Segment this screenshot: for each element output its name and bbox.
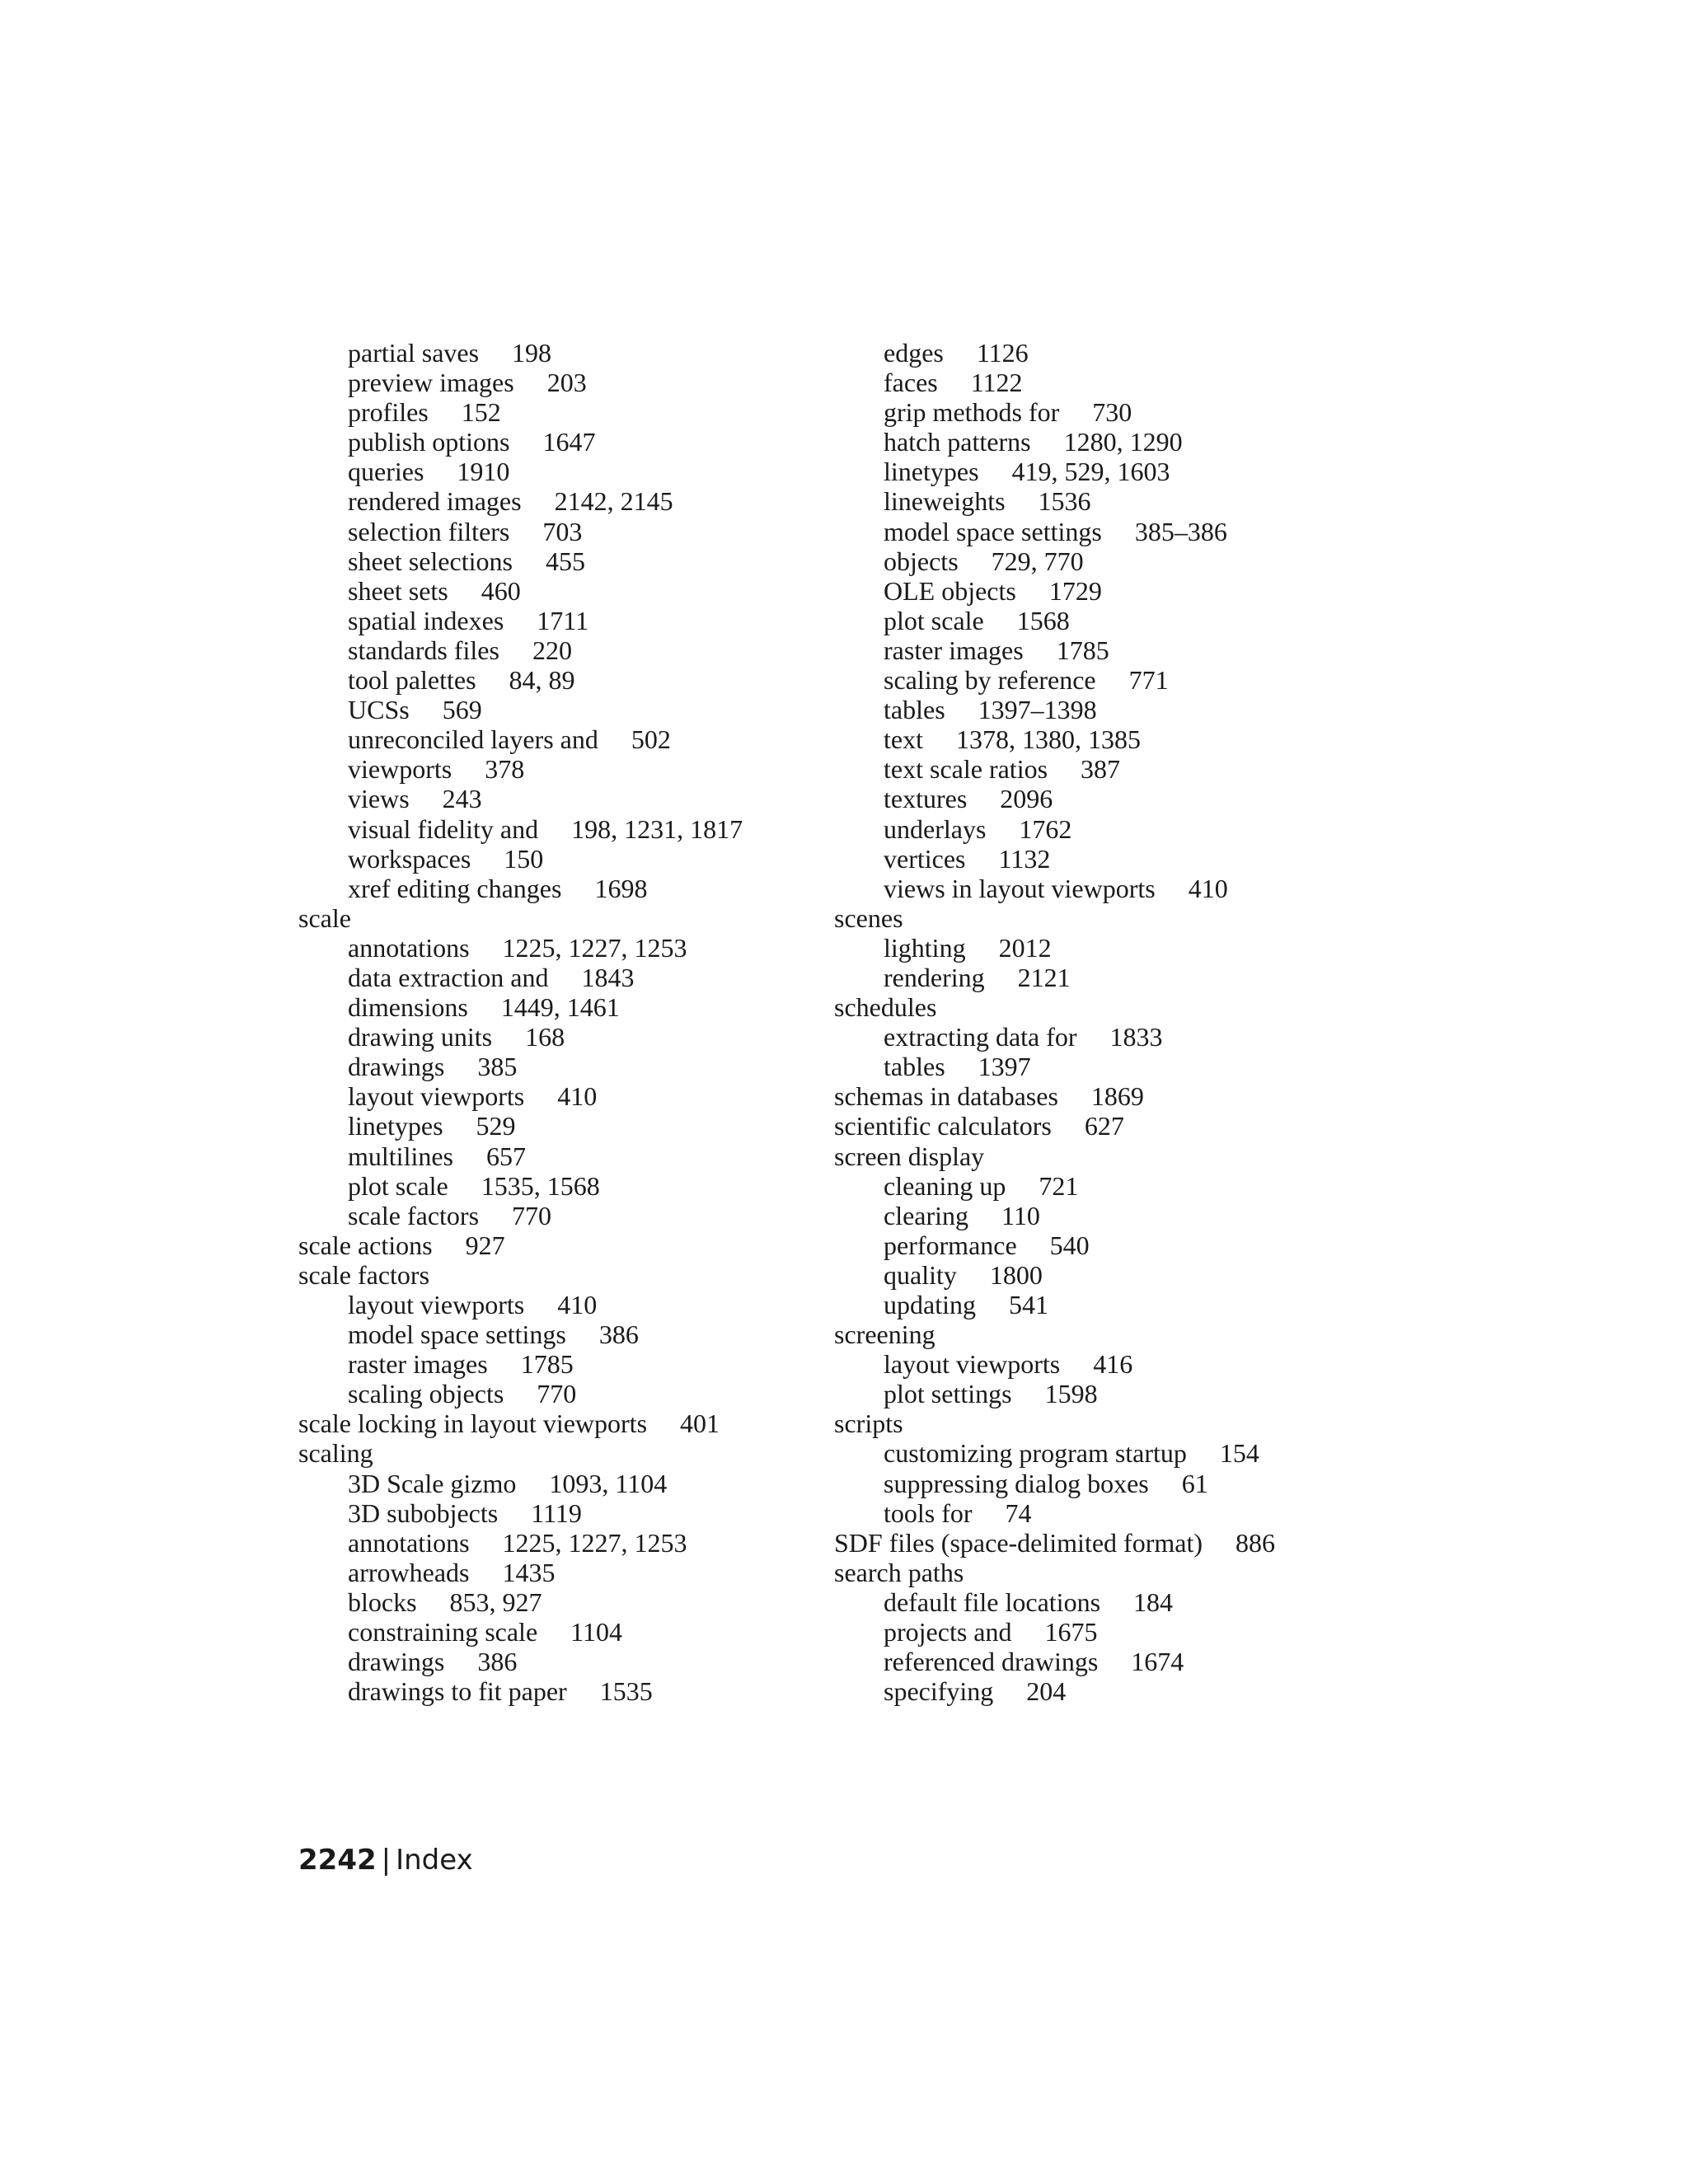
index-term: suppressing dialog boxes (884, 1468, 1149, 1498)
index-term: layout viewports (348, 1081, 525, 1112)
index-subentry (298, 1617, 826, 1647)
index-term: tools for (884, 1497, 973, 1528)
index-page-refs: 198 (512, 338, 552, 368)
index-subentry (834, 665, 1395, 695)
index-page-refs: 730 (1092, 397, 1132, 428)
index-subentry (298, 1052, 826, 1081)
index-subentry (834, 1498, 1395, 1528)
index-page-refs: 1785 (1056, 635, 1109, 665)
index-term: scaling objects (348, 1379, 504, 1409)
index-page-refs: 1122 (970, 368, 1023, 398)
index-page-refs: 220 (532, 635, 572, 665)
index-page-refs: 1280, 1290 (1063, 427, 1183, 457)
index-page-refs: 1910 (457, 457, 510, 487)
index-subentry (298, 1141, 826, 1171)
index-subentry (298, 606, 826, 635)
index-term: scripts (834, 1408, 903, 1439)
index-term: scaling by reference (884, 665, 1096, 696)
index-subentry (834, 546, 1395, 576)
index-term: referenced drawings (884, 1647, 1099, 1677)
index-term: textures (884, 784, 968, 814)
index-subentry (298, 1022, 826, 1052)
index-subentry (298, 1587, 826, 1617)
index-column-left (298, 338, 826, 1706)
index-entry (834, 1081, 1395, 1111)
index-subentry (298, 368, 826, 397)
index-page-refs: 771 (1128, 665, 1169, 696)
index-subentry (834, 1052, 1395, 1081)
index-term: data extraction and (348, 962, 549, 992)
index-term: tables (884, 1052, 945, 1082)
index-term: sheet sets (348, 575, 448, 606)
index-subentry (298, 1676, 826, 1706)
index-page-refs: 410 (557, 1081, 598, 1112)
index-subentry (298, 576, 826, 606)
index-page-refs: 150 (504, 843, 544, 874)
index-entry (834, 1141, 1395, 1171)
index-page-refs: 61 (1181, 1468, 1208, 1498)
index-page-refs: 770 (537, 1379, 577, 1409)
index-term: text scale ratios (884, 754, 1048, 785)
index-term: model space settings (884, 516, 1102, 546)
index-subentry (298, 427, 826, 457)
index-term: drawings (348, 1052, 445, 1082)
index-page-refs: 385–386 (1134, 516, 1227, 546)
index-term: queries (348, 457, 424, 487)
index-term: default file locations (884, 1586, 1101, 1617)
index-term: rendered images (348, 486, 522, 517)
index-term: views (348, 784, 410, 814)
index-subentry (298, 1081, 826, 1111)
index-subentry (834, 814, 1395, 844)
index-term: spatial indexes (348, 605, 504, 635)
index-term: plot scale (348, 1170, 448, 1201)
index-subentry (834, 427, 1395, 457)
index-page-refs: 1869 (1090, 1081, 1144, 1112)
index-page-refs: 1449, 1461 (500, 992, 620, 1023)
index-entry (298, 1438, 826, 1468)
index-page-refs: 529 (476, 1111, 516, 1141)
index-subentry (834, 695, 1395, 724)
index-page-refs: 1785 (520, 1349, 574, 1380)
index-term: scientific calculators (834, 1111, 1052, 1141)
index-page-refs: 410 (557, 1290, 598, 1319)
index-term: viewports (348, 754, 452, 785)
index-column-right (834, 338, 1395, 1706)
index-subentry (298, 1558, 826, 1587)
index-subentry (834, 1379, 1395, 1408)
index-entry (834, 1528, 1395, 1558)
footer-separator: | (381, 1844, 392, 1877)
index-subentry (298, 695, 826, 724)
page-number: 2242 (298, 1844, 377, 1877)
index-subentry (298, 665, 826, 695)
index-entry (298, 1260, 826, 1290)
index-page-refs: 1674 (1131, 1647, 1184, 1677)
index-subentry (834, 606, 1395, 635)
index-page-refs: 154 (1219, 1438, 1259, 1469)
index-subentry (834, 933, 1395, 963)
index-page-refs: 203 (546, 368, 587, 398)
index-page-refs: 198, 1231, 1817 (571, 813, 743, 844)
index-subentry (834, 517, 1395, 546)
index-page-refs: 502 (631, 724, 671, 755)
index-page-refs: 1536 (1038, 486, 1091, 517)
index-term: selection filters (348, 516, 510, 546)
index-page-refs: 627 (1084, 1111, 1124, 1141)
index-term: linetypes (348, 1111, 443, 1141)
index-page-refs: 243 (442, 784, 482, 814)
index-term: updating (884, 1290, 976, 1319)
index-term: preview images (348, 368, 514, 398)
index-term: vertices (884, 843, 966, 874)
index-term: scaling (298, 1438, 373, 1469)
index-page-refs: 1225, 1227, 1253 (502, 1527, 687, 1558)
index-term: scale locking in layout viewports (298, 1408, 648, 1439)
index-page-refs: 386 (477, 1647, 518, 1677)
index-subentry (298, 874, 826, 903)
index-term: UCSs (348, 695, 410, 725)
index-subentry (834, 368, 1395, 397)
index-subentry (834, 874, 1395, 903)
index-page-refs: 1104 (570, 1617, 622, 1647)
index-page-refs: 168 (525, 1022, 565, 1052)
index-subentry (834, 1469, 1395, 1498)
index-term: annotations (348, 1527, 470, 1558)
index-term: dimensions (348, 992, 468, 1023)
index-page-refs: 1397–1398 (978, 695, 1097, 725)
index-page-refs: 1397 (978, 1052, 1031, 1082)
index-subentry (834, 635, 1395, 665)
index-page-refs: 1225, 1227, 1253 (502, 932, 687, 963)
index-subentry (298, 486, 826, 516)
index-subentry (298, 635, 826, 665)
index-page-refs: 886 (1235, 1527, 1275, 1558)
index-term: xref editing changes (348, 873, 562, 903)
index-subentry (298, 517, 826, 546)
index-entry (298, 903, 826, 933)
index-page-refs: 1126 (976, 338, 1029, 368)
index-term: raster images (348, 1349, 488, 1380)
index-term: partial saves (348, 338, 480, 368)
index-page-refs: 1729 (1048, 575, 1102, 606)
index-term: sheet selections (348, 546, 513, 576)
index-term: rendering (884, 962, 985, 992)
index-page-refs: 2096 (1000, 784, 1053, 814)
index-term: raster images (884, 635, 1024, 665)
index-page-refs: 2142, 2145 (554, 486, 673, 517)
index-subentry (834, 1647, 1395, 1676)
index-subentry (834, 963, 1395, 992)
index-page-refs: 460 (481, 575, 521, 606)
index-term: plot scale (884, 605, 984, 635)
index-page-refs: 1647 (542, 427, 596, 457)
index-page-refs: 2121 (1017, 962, 1071, 992)
index-subentry (298, 1171, 826, 1201)
index-term: views in layout viewports (884, 873, 1156, 903)
index-term: scenes (834, 902, 903, 933)
index-term: projects and (884, 1617, 1012, 1647)
index-subentry (298, 1379, 826, 1408)
index-page-refs: 770 (512, 1200, 552, 1230)
index-term: quality (884, 1259, 957, 1290)
index-subentry (834, 1201, 1395, 1230)
index-term: lineweights (884, 486, 1006, 517)
index-page-refs: 152 (461, 397, 501, 428)
index-page-refs: 110 (1001, 1200, 1040, 1230)
index-subentry (834, 1022, 1395, 1052)
index-subentry (834, 1171, 1395, 1201)
index-entry (834, 1558, 1395, 1587)
index-page-refs: 703 (542, 516, 583, 546)
index-entry (298, 1230, 826, 1260)
index-page-refs: 385 (477, 1052, 518, 1082)
index-page-refs: 1698 (594, 873, 648, 903)
index-page-refs: 853, 927 (449, 1586, 542, 1617)
index-entry (834, 992, 1395, 1022)
index-page-refs: 1568 (1016, 605, 1070, 635)
page-footer (298, 1844, 473, 1877)
index-term: OLE objects (884, 575, 1016, 606)
index-page-refs: 721 (1039, 1170, 1079, 1201)
index-term: objects (884, 546, 959, 576)
index-entry (834, 1319, 1395, 1349)
index-page-refs: 1675 (1044, 1617, 1098, 1647)
index-term: layout viewports (884, 1349, 1061, 1380)
index-term: profiles (348, 397, 429, 428)
index-page-refs: 74 (1005, 1497, 1032, 1528)
index-subentry (298, 457, 826, 486)
index-subentry (298, 784, 826, 813)
index-entry (834, 1111, 1395, 1141)
index-term: plot settings (884, 1379, 1012, 1409)
index-subentry (834, 784, 1395, 813)
index-subentry (298, 1201, 826, 1230)
index-page-refs: 1535, 1568 (481, 1170, 600, 1201)
index-term: edges (884, 338, 944, 368)
index-page-refs: 540 (1049, 1230, 1090, 1260)
index-subentry (834, 754, 1395, 784)
index-page-refs: 386 (598, 1319, 639, 1350)
index-subentry (834, 576, 1395, 606)
index-page-refs: 1833 (1109, 1022, 1163, 1052)
index-page-refs: 419, 529, 1603 (1011, 457, 1170, 487)
index-term: layout viewports (348, 1290, 525, 1319)
index-term: 3D Scale gizmo (348, 1468, 517, 1498)
index-term: multilines (348, 1141, 453, 1171)
index-subentry (298, 546, 826, 576)
index-term: scale actions (298, 1230, 433, 1260)
index-term: schemas in databases (834, 1081, 1058, 1112)
index-term: screen display (834, 1141, 985, 1171)
index-page-refs: 2012 (998, 932, 1052, 963)
index-term: workspaces (348, 843, 471, 874)
index-subentry (834, 1676, 1395, 1706)
index-subentry (298, 933, 826, 963)
index-term: visual fidelity and (348, 813, 539, 844)
index-term: clearing (884, 1200, 969, 1230)
index-term: extracting data for (884, 1022, 1077, 1052)
index-subentry (834, 1260, 1395, 1290)
index-term: unreconciled layers and (348, 724, 598, 755)
index-subentry (298, 1111, 826, 1141)
index-term: standards files (348, 635, 499, 665)
index-page-refs: 1843 (581, 962, 635, 992)
index-subentry (298, 814, 826, 844)
index-subentry (834, 1349, 1395, 1379)
index-page-refs: 1132 (998, 843, 1051, 874)
index-subentry (834, 1230, 1395, 1260)
index-term: tables (884, 695, 945, 725)
index-term: drawings to fit paper (348, 1676, 567, 1707)
index-subentry (834, 486, 1395, 516)
index-term: annotations (348, 932, 470, 963)
index-term: scale (298, 902, 351, 933)
index-term: text (884, 724, 923, 755)
index-subentry (298, 1647, 826, 1676)
index-term: arrowheads (348, 1557, 470, 1587)
index-subentry (298, 397, 826, 427)
index-term: cleaning up (884, 1170, 1006, 1201)
index-subentry (298, 724, 826, 754)
index-page-refs: 1378, 1380, 1385 (955, 724, 1141, 755)
index-subentry (298, 963, 826, 992)
index-term: performance (884, 1230, 1017, 1260)
index-page-refs: 657 (486, 1141, 526, 1171)
index-subentry (298, 992, 826, 1022)
index-page-refs: 416 (1093, 1349, 1133, 1380)
index-page-refs: 455 (545, 546, 585, 576)
index-term: screening (834, 1319, 935, 1350)
index-term: blocks (348, 1586, 417, 1617)
index-subentry (298, 1528, 826, 1558)
index-term: constraining scale (348, 1617, 538, 1647)
index-term: model space settings (348, 1319, 566, 1350)
index-subentry (834, 457, 1395, 486)
index-page-refs: 569 (442, 695, 482, 725)
index-term: underlays (884, 813, 987, 844)
index-term: customizing program startup (884, 1438, 1187, 1469)
index-page-refs: 204 (1026, 1676, 1067, 1707)
index-subentry (834, 724, 1395, 754)
index-term: 3D subobjects (348, 1497, 499, 1528)
index-page-refs: 927 (465, 1230, 505, 1260)
index-subentry (834, 1617, 1395, 1647)
index-page-refs: 1711 (537, 605, 589, 635)
index-subentry (298, 1349, 826, 1379)
index-term: publish options (348, 427, 510, 457)
index-page-refs: 1762 (1019, 813, 1072, 844)
index-subentry (298, 1319, 826, 1349)
index-term: grip methods for (884, 397, 1060, 428)
index-subentry (298, 754, 826, 784)
index-subentry (298, 1469, 826, 1498)
index-entry (834, 1408, 1395, 1438)
index-term: faces (884, 368, 938, 398)
index-page-refs: 401 (680, 1408, 720, 1439)
index-page-refs: 1435 (502, 1557, 556, 1587)
index-term: scale factors (298, 1259, 430, 1290)
index-subentry (834, 1438, 1395, 1468)
index-entry (834, 903, 1395, 933)
index-entry (298, 1408, 826, 1438)
index-term: lighting (884, 932, 966, 963)
index-page-refs: 378 (485, 754, 525, 785)
index-term: linetypes (884, 457, 979, 487)
index-page-refs: 1119 (531, 1497, 582, 1528)
index-subentry (298, 1290, 826, 1319)
index-subentry (834, 397, 1395, 427)
index-page-refs: 1093, 1104 (549, 1468, 668, 1498)
index-term: drawings (348, 1647, 445, 1677)
index-term: scale factors (348, 1200, 480, 1230)
index-page-refs: 387 (1081, 754, 1121, 785)
index-page-refs: 410 (1188, 873, 1228, 903)
index-term: tool palettes (348, 665, 476, 696)
index-page-refs: 541 (1008, 1290, 1048, 1319)
footer-section-title: Index (396, 1844, 473, 1877)
index-subentry (298, 338, 826, 368)
index-page-refs: 1598 (1044, 1379, 1098, 1409)
index-term: SDF files (space-delimited format) (834, 1527, 1203, 1558)
index-term: drawing units (348, 1022, 493, 1052)
index-term: hatch patterns (884, 427, 1031, 457)
index-subentry (298, 844, 826, 874)
index-subentry (834, 1587, 1395, 1617)
index-page-refs: 1800 (989, 1259, 1043, 1290)
index-page-refs: 729, 770 (991, 546, 1084, 576)
index-subentry (298, 1498, 826, 1528)
index-subentry (834, 844, 1395, 874)
index-term: schedules (834, 992, 937, 1023)
index-subentry (834, 338, 1395, 368)
index-page-refs: 1535 (599, 1676, 653, 1707)
index-term: search paths (834, 1557, 964, 1587)
index-subentry (834, 1290, 1395, 1319)
index-page-refs: 84, 89 (509, 665, 575, 696)
index-term: specifying (884, 1676, 994, 1707)
index-page-refs: 184 (1133, 1586, 1174, 1617)
